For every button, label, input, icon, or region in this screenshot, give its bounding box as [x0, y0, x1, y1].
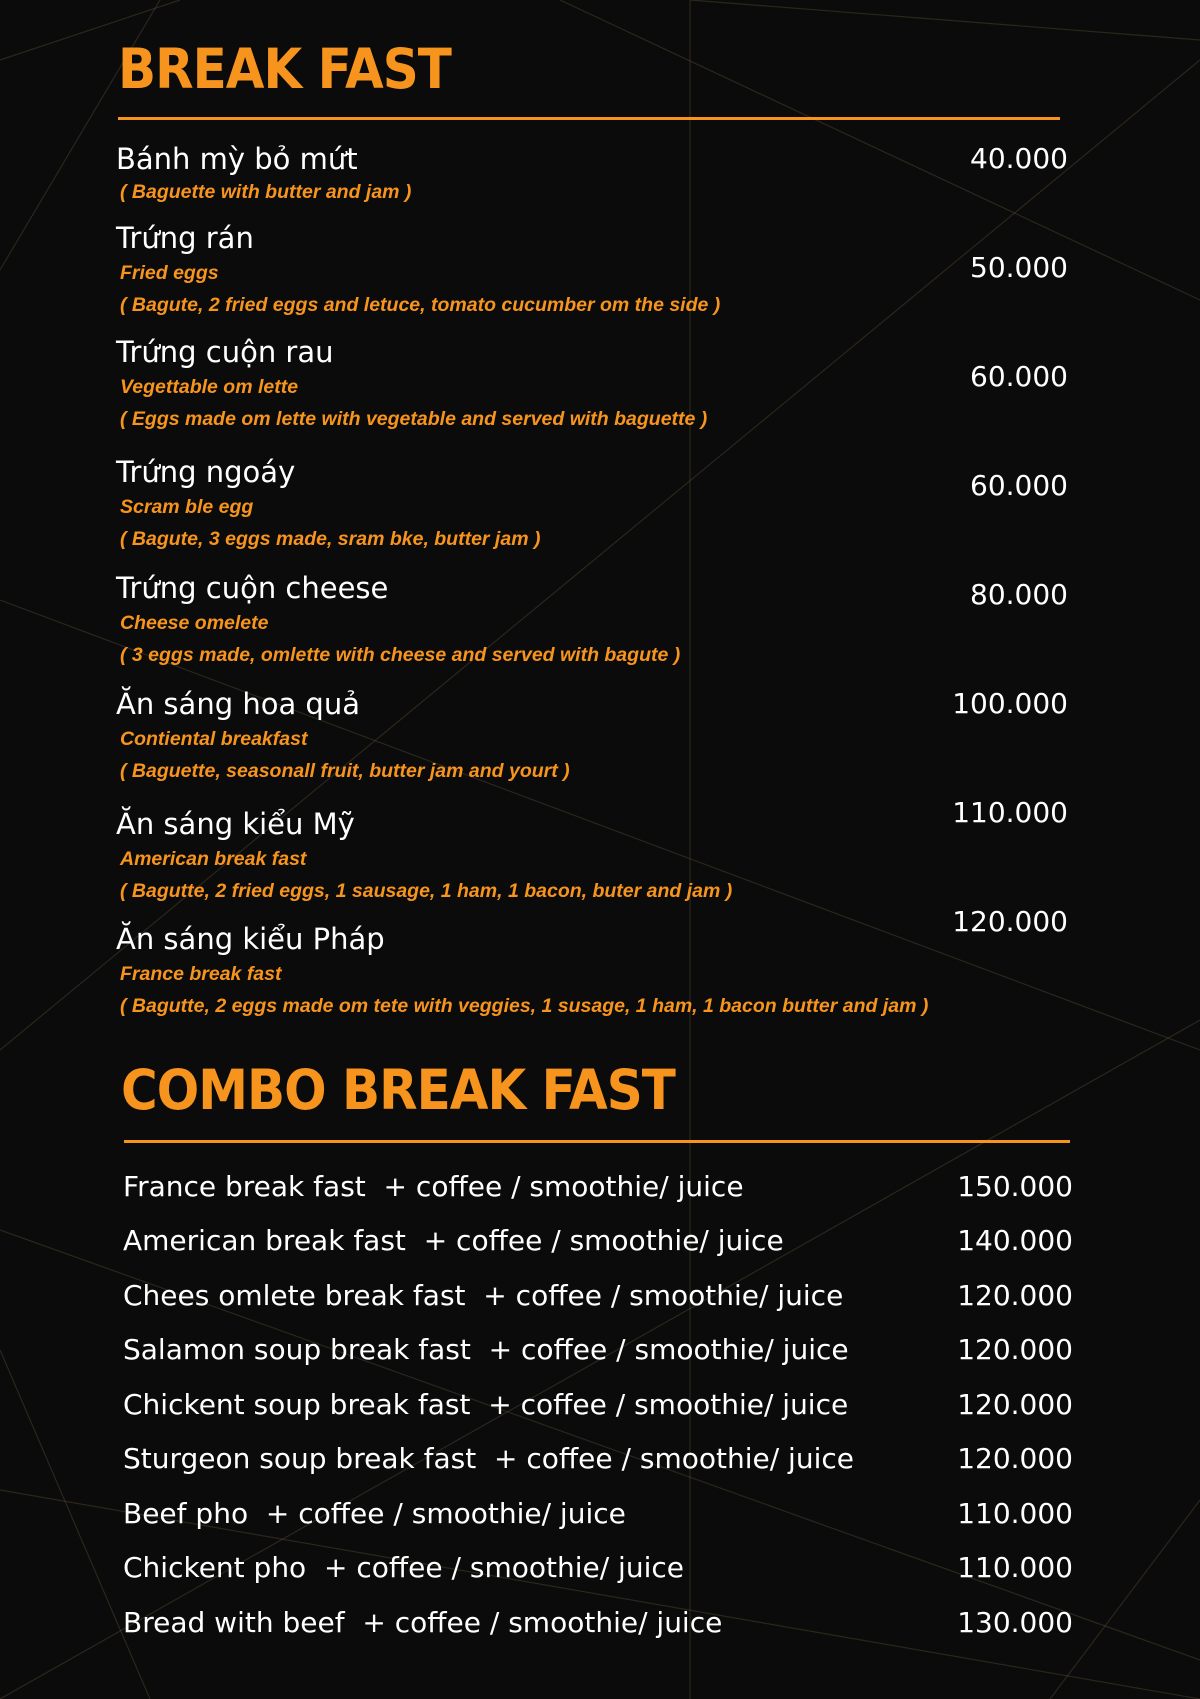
item-name: Ăn sáng hoa quả [116, 687, 360, 721]
combo-name: Beef pho + coffee / smoothie/ juice [123, 1497, 626, 1530]
item-english-name: France break fast [120, 963, 282, 985]
menu-item [116, 571, 1068, 667]
combo-price: 120.000 [957, 1388, 1073, 1421]
item-price: 60.000 [970, 469, 1068, 502]
combo-row [123, 1494, 1073, 1534]
combo-row [123, 1603, 1073, 1643]
item-description: ( Eggs made om lette with vegetable and served with baguette ) [120, 408, 708, 430]
combo-row [123, 1221, 1073, 1261]
item-price: 120.000 [952, 905, 1068, 938]
menu-item [116, 221, 1068, 317]
item-description: ( Baguette with butter and jam ) [120, 181, 412, 203]
combo-price: 110.000 [957, 1551, 1073, 1584]
item-name: Trứng cuộn cheese [116, 571, 389, 605]
combo-title: COMBO BREAK FAST [121, 1058, 675, 1123]
item-name: Trứng rán [116, 221, 254, 255]
menu-item [116, 142, 1068, 204]
combo-price: 110.000 [957, 1497, 1073, 1530]
item-description: ( 3 eggs made, omlette with cheese and served with bagute ) [120, 644, 681, 666]
combo-name: Chickent pho + coffee / smoothie/ juice [123, 1551, 684, 1584]
combo-name: American break fast + coffee / smoothie/ juice [123, 1224, 784, 1257]
item-price: 40.000 [970, 142, 1068, 175]
item-english-name: Vegettable om lette [120, 376, 299, 398]
breakfast-title: BREAK FAST [118, 37, 451, 102]
combo-name: Chees omlete break fast + coffee / smoothie/ juice [123, 1279, 844, 1312]
item-price: 110.000 [952, 796, 1068, 829]
combo-name: Sturgeon soup break fast + coffee / smoothie/ juice [123, 1442, 854, 1475]
item-description: ( Bagutte, 2 fried eggs, 1 sausage, 1 ham, 1 bacon, buter and jam ) [120, 880, 733, 902]
combo-row [123, 1330, 1073, 1370]
combo-row [123, 1276, 1073, 1316]
item-english-name: Fried eggs [120, 262, 219, 284]
combo-name: Salamon soup break fast + coffee / smoothie/ juice [123, 1333, 849, 1366]
combo-row [123, 1385, 1073, 1425]
item-price: 50.000 [970, 251, 1068, 284]
item-description: ( Bagute, 2 fried eggs and letuce, tomato cucumber om the side ) [120, 294, 721, 316]
menu-item [116, 335, 1068, 431]
combo-price: 130.000 [957, 1606, 1073, 1639]
item-description: ( Bagutte, 2 eggs made om tete with veggies, 1 susage, 1 ham, 1 bacon butter and jam ) [120, 995, 929, 1017]
item-price: 100.000 [952, 687, 1068, 720]
combo-divider [124, 1140, 1070, 1143]
combo-price: 120.000 [957, 1333, 1073, 1366]
menu-item [116, 807, 1068, 903]
combo-name: Bread with beef + coffee / smoothie/ juice [123, 1606, 723, 1639]
item-name: Trứng ngoáy [116, 455, 296, 489]
breakfast-divider [118, 117, 1060, 120]
combo-price: 120.000 [957, 1442, 1073, 1475]
combo-price: 150.000 [957, 1170, 1073, 1203]
item-description: ( Bagute, 3 eggs made, sram bke, butter jam ) [120, 528, 541, 550]
item-name: Bánh mỳ bỏ mứt [116, 142, 358, 176]
menu-item [116, 922, 1068, 1018]
item-name: Ăn sáng kiểu Mỹ [116, 807, 355, 841]
combo-name: France break fast + coffee / smoothie/ juice [123, 1170, 744, 1203]
item-price: 60.000 [970, 360, 1068, 393]
item-price: 80.000 [970, 578, 1068, 611]
menu-item [116, 455, 1068, 551]
combo-row [123, 1439, 1073, 1479]
item-english-name: Cheese omelete [120, 612, 269, 634]
item-name: Ăn sáng kiểu Pháp [116, 922, 385, 956]
item-english-name: American break fast [120, 848, 307, 870]
menu-item [116, 687, 1068, 783]
item-english-name: Contiental breakfast [120, 728, 308, 750]
item-description: ( Baguette, seasonall fruit, butter jam and yourt ) [120, 760, 570, 782]
item-name: Trứng cuộn rau [116, 335, 334, 369]
combo-name: Chickent soup break fast + coffee / smoothie/ juice [123, 1388, 849, 1421]
combo-row [123, 1167, 1073, 1207]
combo-price: 140.000 [957, 1224, 1073, 1257]
combo-price: 120.000 [957, 1279, 1073, 1312]
combo-row [123, 1548, 1073, 1588]
item-english-name: Scram ble egg [120, 496, 254, 518]
